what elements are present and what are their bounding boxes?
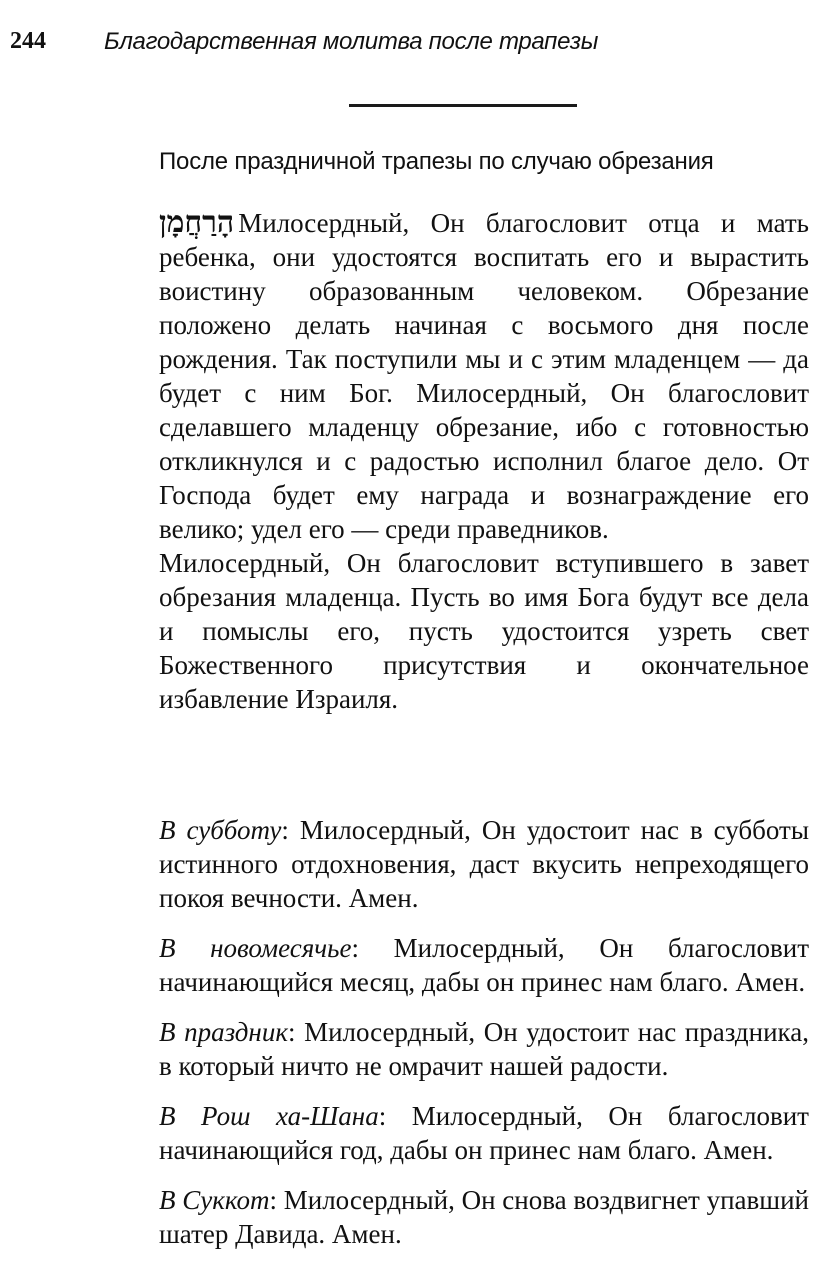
occasion-name: В праздник xyxy=(159,1017,288,1047)
occasion-name: В субботу xyxy=(159,815,282,845)
occasion-item: В Суккот: Милосердный, Он снова воздвигнет упавший шатер Давида. Амен. xyxy=(159,1185,809,1249)
occasion-name: В новомесячье xyxy=(159,933,352,963)
occasion-name: В Рош ха-Шана xyxy=(159,1101,379,1131)
occasion-text: Милосердный, Он благословит начинающийся год, дабы он принес нам благо. Амен. xyxy=(159,1101,809,1165)
section-heading: После праздничной трапезы по случаю обрезания xyxy=(159,148,714,175)
paragraph-1-text: Милосердный, Он благословит отца и мать ребенка, они удостоятся воспитать его и вырастить воистину образованным человеком. Обрезание положено делать начиная с восьмого дня после рождения. Так поступили мы и с этим младенцем — да будет с ним Бог. Милосердный, Он благословит сделавшего младенцу обрезание, ибо с готовностью откликнулся и с радостью исполнил благое дело. От Господа будет ему награда и вознаграждение его велико; удел его — среди праведников. xyxy=(159,208,809,544)
paragraph-2: Милосердный, Он благословит вступившего в завет обрезания младенца. Пусть во имя Бога будут все дела и помыслы его, пусть удостоится узреть свет Божественного присутствия и окончательное избавление Израиля. xyxy=(159,548,809,714)
page-number: 244 xyxy=(10,28,46,54)
running-title: Благодарственная молитва после трапезы xyxy=(104,28,599,55)
occasion-item: В праздник: Милосердный, Он удостоит нас праздника, в который ничто не омрачит нашей радости. xyxy=(159,1017,809,1081)
occasion-text: Милосердный, Он благословит начинающийся месяц, дабы он принес нам благо. Амен. xyxy=(159,933,809,997)
occasion-text: Милосердный, Он удостоит нас в субботы истинного отдохновения, даст вкусить непреходящего покоя вечности. Амен. xyxy=(159,815,809,913)
occasion-item: В субботу: Милосердный, Он удостоит нас в субботы истинного отдохновения, даст вкусить непреходящего покоя вечности. Амен. xyxy=(159,815,809,913)
occasion-name: В Суккот xyxy=(159,1185,270,1215)
paragraph-1 xyxy=(159,206,809,546)
page-header xyxy=(10,24,815,64)
occasion-item: В Рош ха-Шана: Милосердный, Он благословит начинающийся год, дабы он принес нам благо. Амен. xyxy=(159,1101,809,1165)
occasion-text: Милосердный, Он снова воздвигнет упавший шатер Давида. Амен. xyxy=(159,1185,809,1249)
occasion-text: Милосердный, Он удостоит нас праздника, в который ничто не омрачит нашей радости. xyxy=(159,1017,809,1081)
hebrew-opening-word: הָרַחֲמָן xyxy=(159,205,235,240)
main-text-block xyxy=(159,206,809,716)
occasion-item: В новомесячье: Милосердный, Он благословит начинающийся месяц, дабы он принес нам благо. Амен. xyxy=(159,933,809,997)
section-divider xyxy=(349,104,577,107)
occasion-list xyxy=(159,813,809,1267)
